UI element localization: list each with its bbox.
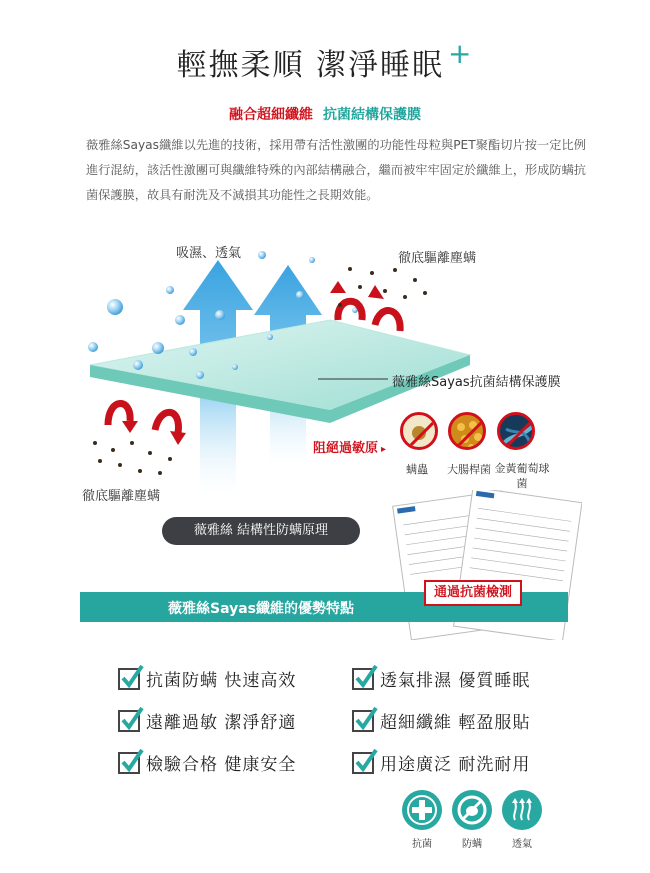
repel-arrows-bottom	[108, 403, 186, 445]
staph-icon	[497, 412, 535, 450]
advantage-item: 檢驗合格 健康安全	[118, 750, 296, 775]
advantage-item: 透氣排濕 優質睡眠	[352, 666, 530, 691]
passed-test-badge: 通過抗菌檢測	[424, 580, 522, 606]
plus-mark: +	[448, 37, 474, 70]
airflow-icon	[502, 790, 542, 830]
subtitle-teal: 抗菌結構保護膜	[323, 107, 421, 123]
page-title: 輕撫柔順 潔淨睡眠 +	[176, 37, 474, 83]
checkbox-icon	[118, 668, 140, 690]
advantage-item: 超細纖維 輕盈服貼	[352, 708, 530, 733]
repel-top-label: 徹底驅離塵螨	[398, 251, 477, 266]
checkbox-icon	[352, 752, 374, 774]
checkbox-icon	[352, 668, 374, 690]
advantages-title: 薇雅絲Sayas纖維的優勢特點	[168, 601, 355, 617]
plus-icon	[402, 790, 442, 830]
absorb-label: 吸濕、透氣	[176, 246, 242, 261]
ecoli-icon	[448, 412, 486, 450]
block-arrow-icon: ▸	[381, 444, 387, 455]
mite-icon	[400, 412, 438, 450]
repel-bottom-label: 徹底驅離塵螨	[82, 489, 161, 504]
membrane-label: 薇雅絲Sayas抗菌結構保護膜	[392, 375, 561, 390]
subtitle-red: 融合超細纖維	[229, 107, 313, 123]
pest-label-staph: 金黃葡萄球菌	[494, 462, 550, 490]
advantage-item: 遠離過敏 潔淨舒適	[118, 708, 296, 733]
icon-label-antimite: 防螨	[462, 839, 482, 850]
pest-label-mite: 螨蟲	[406, 463, 428, 476]
advantage-item: 用途廣泛 耐洗耐用	[352, 750, 530, 775]
advantage-item: 抗菌防螨 快速高效	[118, 666, 296, 691]
block-allergen-label: 阻絕過敏原 ▸	[313, 441, 387, 456]
icon-label-antibacterial: 抗菌	[412, 839, 432, 850]
pest-label-ecoli: 大腸桿菌	[447, 463, 491, 476]
no-mite-icon	[452, 790, 492, 830]
checkbox-icon	[352, 710, 374, 732]
icon-label-breathable: 透氣	[512, 839, 532, 850]
checkbox-icon	[118, 752, 140, 774]
subtitle	[0, 104, 650, 124]
description: 薇雅絲Sayas纖維以先進的技術，採用帶有活性激團的功能性母粒與PET聚酯切片按一定比例進行混紡，該活性激團可與纖維特殊的內部結構融合，繼而被牢牢固定於纖維上，形成防螨抗菌保護膜，故具有耐洗及不減損其功能性之長期效能。	[86, 138, 586, 202]
principle-label: 薇雅絲 結構性防螨原理	[162, 517, 360, 545]
checkbox-icon	[118, 710, 140, 732]
